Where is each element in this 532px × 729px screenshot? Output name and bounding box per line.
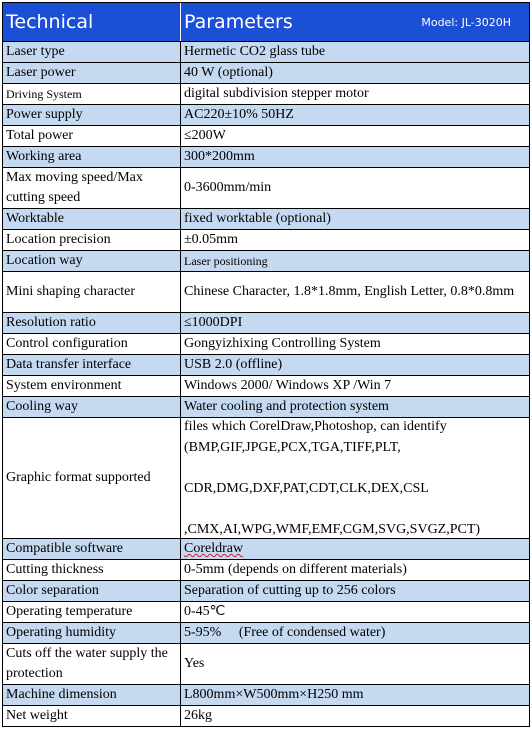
row-value: 26kg: [184, 708, 212, 723]
table-row: [3, 334, 529, 355]
row-label: Power supply: [3, 105, 181, 125]
row-label: Cutting thickness: [3, 560, 181, 580]
table-row: [3, 376, 529, 397]
row-label: Control configuration: [3, 334, 181, 354]
table-row: [3, 84, 529, 105]
row-value: ≤200W: [184, 128, 226, 143]
row-value: ±0.05mm: [184, 232, 238, 247]
table-row: [3, 602, 529, 623]
header-technical: Technical: [3, 3, 181, 41]
format-line: ,CMX,AI,WPG,WMF,EMF,CGM,SVG,SVGZ,PCT): [184, 521, 481, 537]
row-value: Separation of cutting up to 256 colors: [184, 583, 396, 598]
row-value: digital subdivision stepper motor: [184, 86, 369, 101]
table-row: [3, 581, 529, 602]
row-value: fixed worktable (optional): [184, 211, 331, 226]
row-value: 0-3600mm/min: [184, 180, 272, 195]
row-value: 40 W (optional): [184, 65, 273, 80]
row-value: 0-5mm (depends on different materials): [184, 562, 407, 577]
row-value: Laser positioning: [184, 254, 268, 268]
table-row: [3, 539, 529, 560]
row-label: Operating humidity: [3, 623, 181, 643]
row-value: ≤1000DPI: [184, 315, 243, 330]
row-label: Machine dimension: [3, 685, 181, 705]
row-value: 0-45℃: [184, 604, 226, 619]
header-model: Model: JL-3020H: [421, 15, 511, 29]
row-label: Operating temperature: [3, 602, 181, 622]
row-label: Max moving speed/Max cutting speed: [3, 168, 181, 208]
format-line: CDR,DMG,DXF,PAT,CDT,CLK,DEX,CSL: [184, 480, 429, 496]
row-label: System environment: [3, 376, 181, 396]
row-value: [181, 539, 529, 559]
table-row: [3, 42, 529, 63]
row-label: Worktable: [3, 209, 181, 229]
format-line: files which CorelDraw,Photoshop, can identify: [184, 419, 447, 434]
row-value: 300*200mm: [184, 149, 255, 164]
row-label: Driving System: [3, 84, 181, 104]
row-label: Laser power: [3, 63, 181, 83]
table-row: [3, 209, 529, 230]
line-spacer: [184, 458, 480, 479]
spec-table: [2, 2, 530, 727]
row-value: USB 2.0 (offline): [184, 357, 283, 372]
row-value: Water cooling and protection system: [184, 399, 389, 414]
table-header: [3, 2, 529, 42]
table-row: [3, 706, 529, 727]
row-value: 5-95% (Free of condensed water): [184, 625, 386, 640]
row-value: L800mm×W500mm×H250 mm: [184, 687, 364, 702]
row-label: Location way: [3, 251, 181, 271]
row-label: Mini shaping character: [3, 272, 181, 312]
software-name: Coreldraw: [184, 541, 244, 556]
table-row: [3, 355, 529, 376]
row-value: Windows 2000/ Windows XP /Win 7: [184, 378, 392, 393]
row-label: Resolution ratio: [3, 313, 181, 333]
row-label: Color separation: [3, 581, 181, 601]
row-label: Total power: [3, 126, 181, 146]
row-label: Working area: [3, 147, 181, 167]
row-value: Gongyizhixing Controlling System: [184, 336, 381, 351]
table-row: [3, 63, 529, 84]
row-label: Net weight: [3, 706, 181, 726]
table-row: [3, 251, 529, 272]
row-label: Compatible software: [3, 539, 181, 559]
table-row: [3, 147, 529, 168]
table-row: [3, 168, 529, 209]
row-label: Cuts off the water supply the protection: [3, 644, 181, 684]
row-value: Hermetic CO2 glass tube: [184, 44, 326, 59]
row-label: Laser type: [3, 42, 181, 62]
table-row: [3, 272, 529, 313]
row-label: Location precision: [3, 230, 181, 250]
table-row: [3, 105, 529, 126]
format-line: (BMP,GIF,JPGE,PCX,TGA,TIFF,PLT,: [184, 439, 401, 455]
row-value: AC220±10% 50HZ: [184, 107, 294, 122]
row-label: Graphic format supported: [3, 418, 181, 538]
table-row: [3, 313, 529, 334]
header-parameters: Parameters: [184, 11, 293, 33]
format-lines: [184, 418, 480, 538]
table-row: [3, 418, 529, 539]
table-row: [3, 644, 529, 685]
table-row: [3, 126, 529, 147]
table-row: [3, 230, 529, 251]
table-row: [3, 397, 529, 418]
line-spacer: [184, 499, 480, 520]
row-value: Chinese Character, 1.8*1.8mm, English Letter, 0.8*0.8mm: [184, 284, 515, 299]
row-label: Data transfer interface: [3, 355, 181, 375]
table-row: [3, 560, 529, 581]
table-row: [3, 623, 529, 644]
row-label: Cooling way: [3, 397, 181, 417]
row-value: [181, 418, 529, 538]
header-parameters-cell: [181, 3, 529, 41]
row-value: Yes: [184, 656, 205, 671]
table-row: [3, 685, 529, 706]
